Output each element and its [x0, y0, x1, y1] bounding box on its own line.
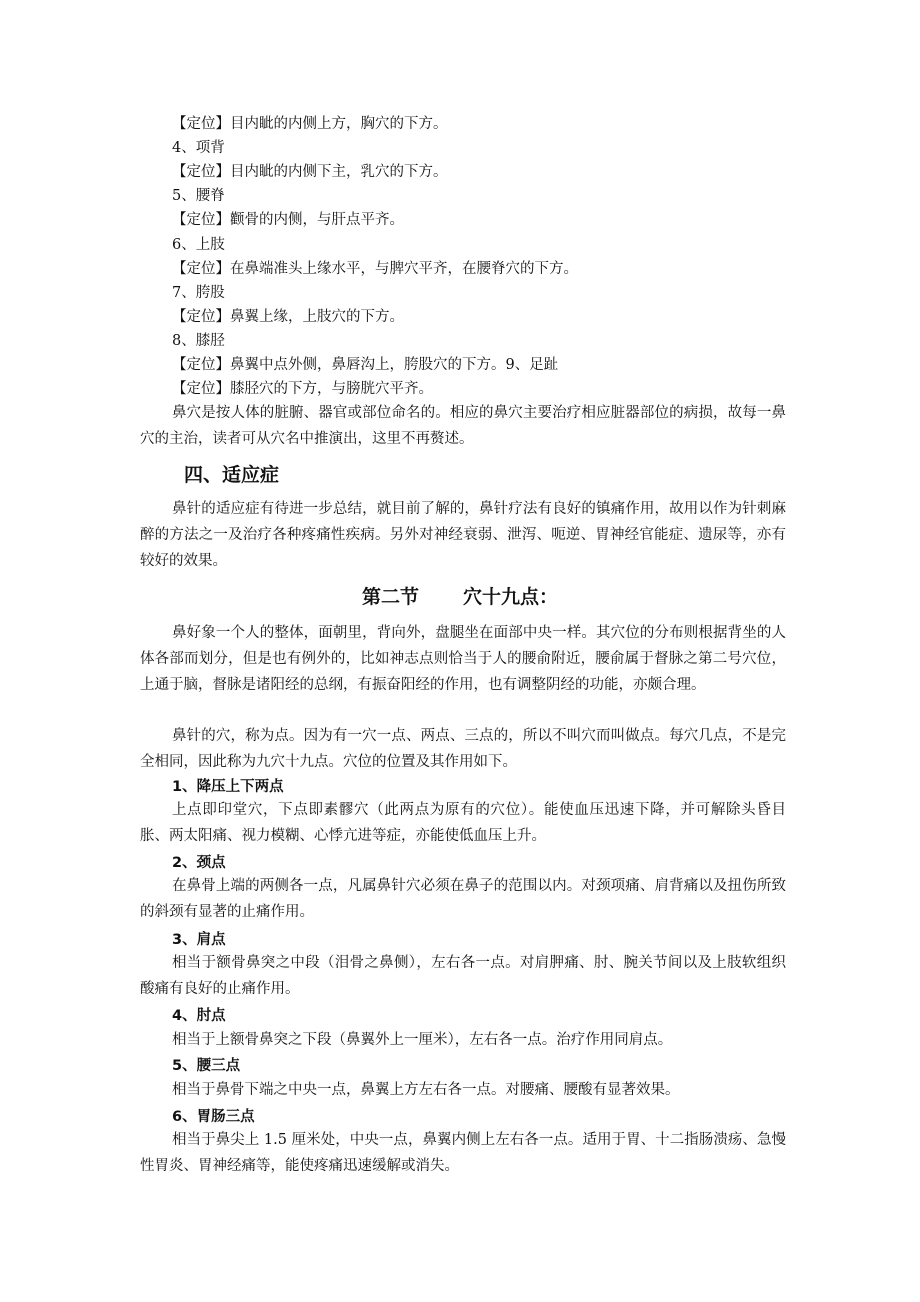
chapter-title: 穴十九点： — [463, 586, 559, 608]
point-body: 相当于上额骨鼻突之下段（鼻翼外上一厘米），左右各一点。治疗作用同肩点。 — [172, 1032, 673, 1048]
point-title: 3、肩点 — [172, 932, 226, 948]
point-body: 相当于额骨鼻突之中段（泪骨之鼻侧），左右各一点。对肩胛痛、肘、腕关节间以及上肢软组织酸痛有良好的止痛作用。 — [140, 955, 786, 997]
location-line-waist-spine: 【定位】颧骨的内侧，与肝点平齐。 — [172, 212, 404, 228]
point-body: 在鼻骨上端的两侧各一点，凡属鼻针穴必须在鼻子的范围以内。对颈项痛、肩背痛以及扭伤所致的斜颈有显著的止痛作用。 — [140, 878, 786, 920]
chapter-number: 第二节 — [361, 586, 419, 608]
paragraph-indications: 鼻针的适应症有待进一步总结，就目前了解的，鼻针疗法有良好的镇痛作用，故用以作为针刺麻醉的方法之一及治疗各种疼痛性疾病。另外对神经衰弱、泄泻、呃逆、胃神经官能症、遗尿等，亦有较好的效果。 — [140, 501, 786, 569]
item-heading-knee-shin: 8、膝胫 — [172, 333, 225, 349]
point-title: 1、降压上下两点 — [172, 779, 284, 795]
location-line-upper-limb: 【定位】在鼻端准头上缘水平，与脾穴平齐，在腰脊穴的下方。 — [172, 261, 578, 277]
point-body: 相当于鼻骨下端之中央一点，鼻翼上方左右各一点。对腰痛、腰酸有显著效果。 — [172, 1082, 680, 1098]
point-body: 相当于鼻尖上 1.5 厘米处，中央一点，鼻翼内侧上左右各一点。适用于胃、十二指肠溃疡、急慢性胃炎、胃神经痛等，能使疼痛迅速缓解或消失。 — [140, 1132, 786, 1174]
paragraph-intro-2: 鼻针的穴，称为点。因为有一穴一点、两点、三点的，所以不叫穴而叫做点。每穴几点，不是完全相同，因此称为九穴十九点。穴位的位置及其作用如下。 — [140, 728, 786, 770]
paragraph-intro-1: 鼻好象一个人的整体，面朝里，背向外，盘腿坐在面部中央一样。其穴位的分布则根据背坐的人体各部而划分，但是也有例外的，比如神志点则恰当于人的腰俞附近，腰俞属于督脉之第二号穴位，上通于脑，督脉是诸阳经的总纲，有振奋阳经的作用，也有调整阴经的功能，亦颇合理。 — [140, 625, 786, 693]
point-title: 4、肘点 — [172, 1008, 226, 1024]
item-heading-hip-thigh: 7、胯股 — [172, 285, 225, 301]
location-line-hip-thigh: 【定位】鼻翼上缘，上肢穴的下方。 — [172, 309, 404, 325]
item-heading-neck-back: 4、项背 — [172, 140, 225, 156]
location-line-neck-back: 【定位】目内眦的内侧下主，乳穴的下方。 — [172, 164, 448, 180]
chapter-heading — [0, 582, 920, 609]
item-heading-upper-limb: 6、上肢 — [172, 237, 225, 253]
location-line-toe: 【定位】膝胫穴的下方，与膀胱穴平齐。 — [172, 381, 433, 397]
section-heading-indications: 四、适应症 — [184, 464, 280, 486]
location-line-chest-below: 【定位】目内眦的内侧上方，胸穴的下方。 — [172, 116, 448, 132]
paragraph-nasal-points-naming: 鼻穴是按人体的脏腑、器官或部位命名的。相应的鼻穴主要治疗相应脏器部位的病损，故每一鼻穴的主治，读者可从穴名中推演出，这里不再赘述。 — [140, 405, 786, 447]
location-line-knee-shin: 【定位】鼻翼中点外侧，鼻唇沟上，胯股穴的下方。9、足趾 — [172, 357, 559, 373]
point-title: 2、颈点 — [172, 855, 226, 871]
point-title: 5、腰三点 — [172, 1058, 241, 1074]
point-body: 上点即印堂穴，下点即素髎穴（此两点为原有的穴位）。能使血压迅速下降，并可解除头昏目胀、两太阳痛、视力模糊、心悸亢进等症，亦能使低血压上升。 — [140, 802, 786, 844]
point-title: 6、胃肠三点 — [172, 1109, 255, 1125]
item-heading-waist-spine: 5、腰脊 — [172, 188, 225, 204]
